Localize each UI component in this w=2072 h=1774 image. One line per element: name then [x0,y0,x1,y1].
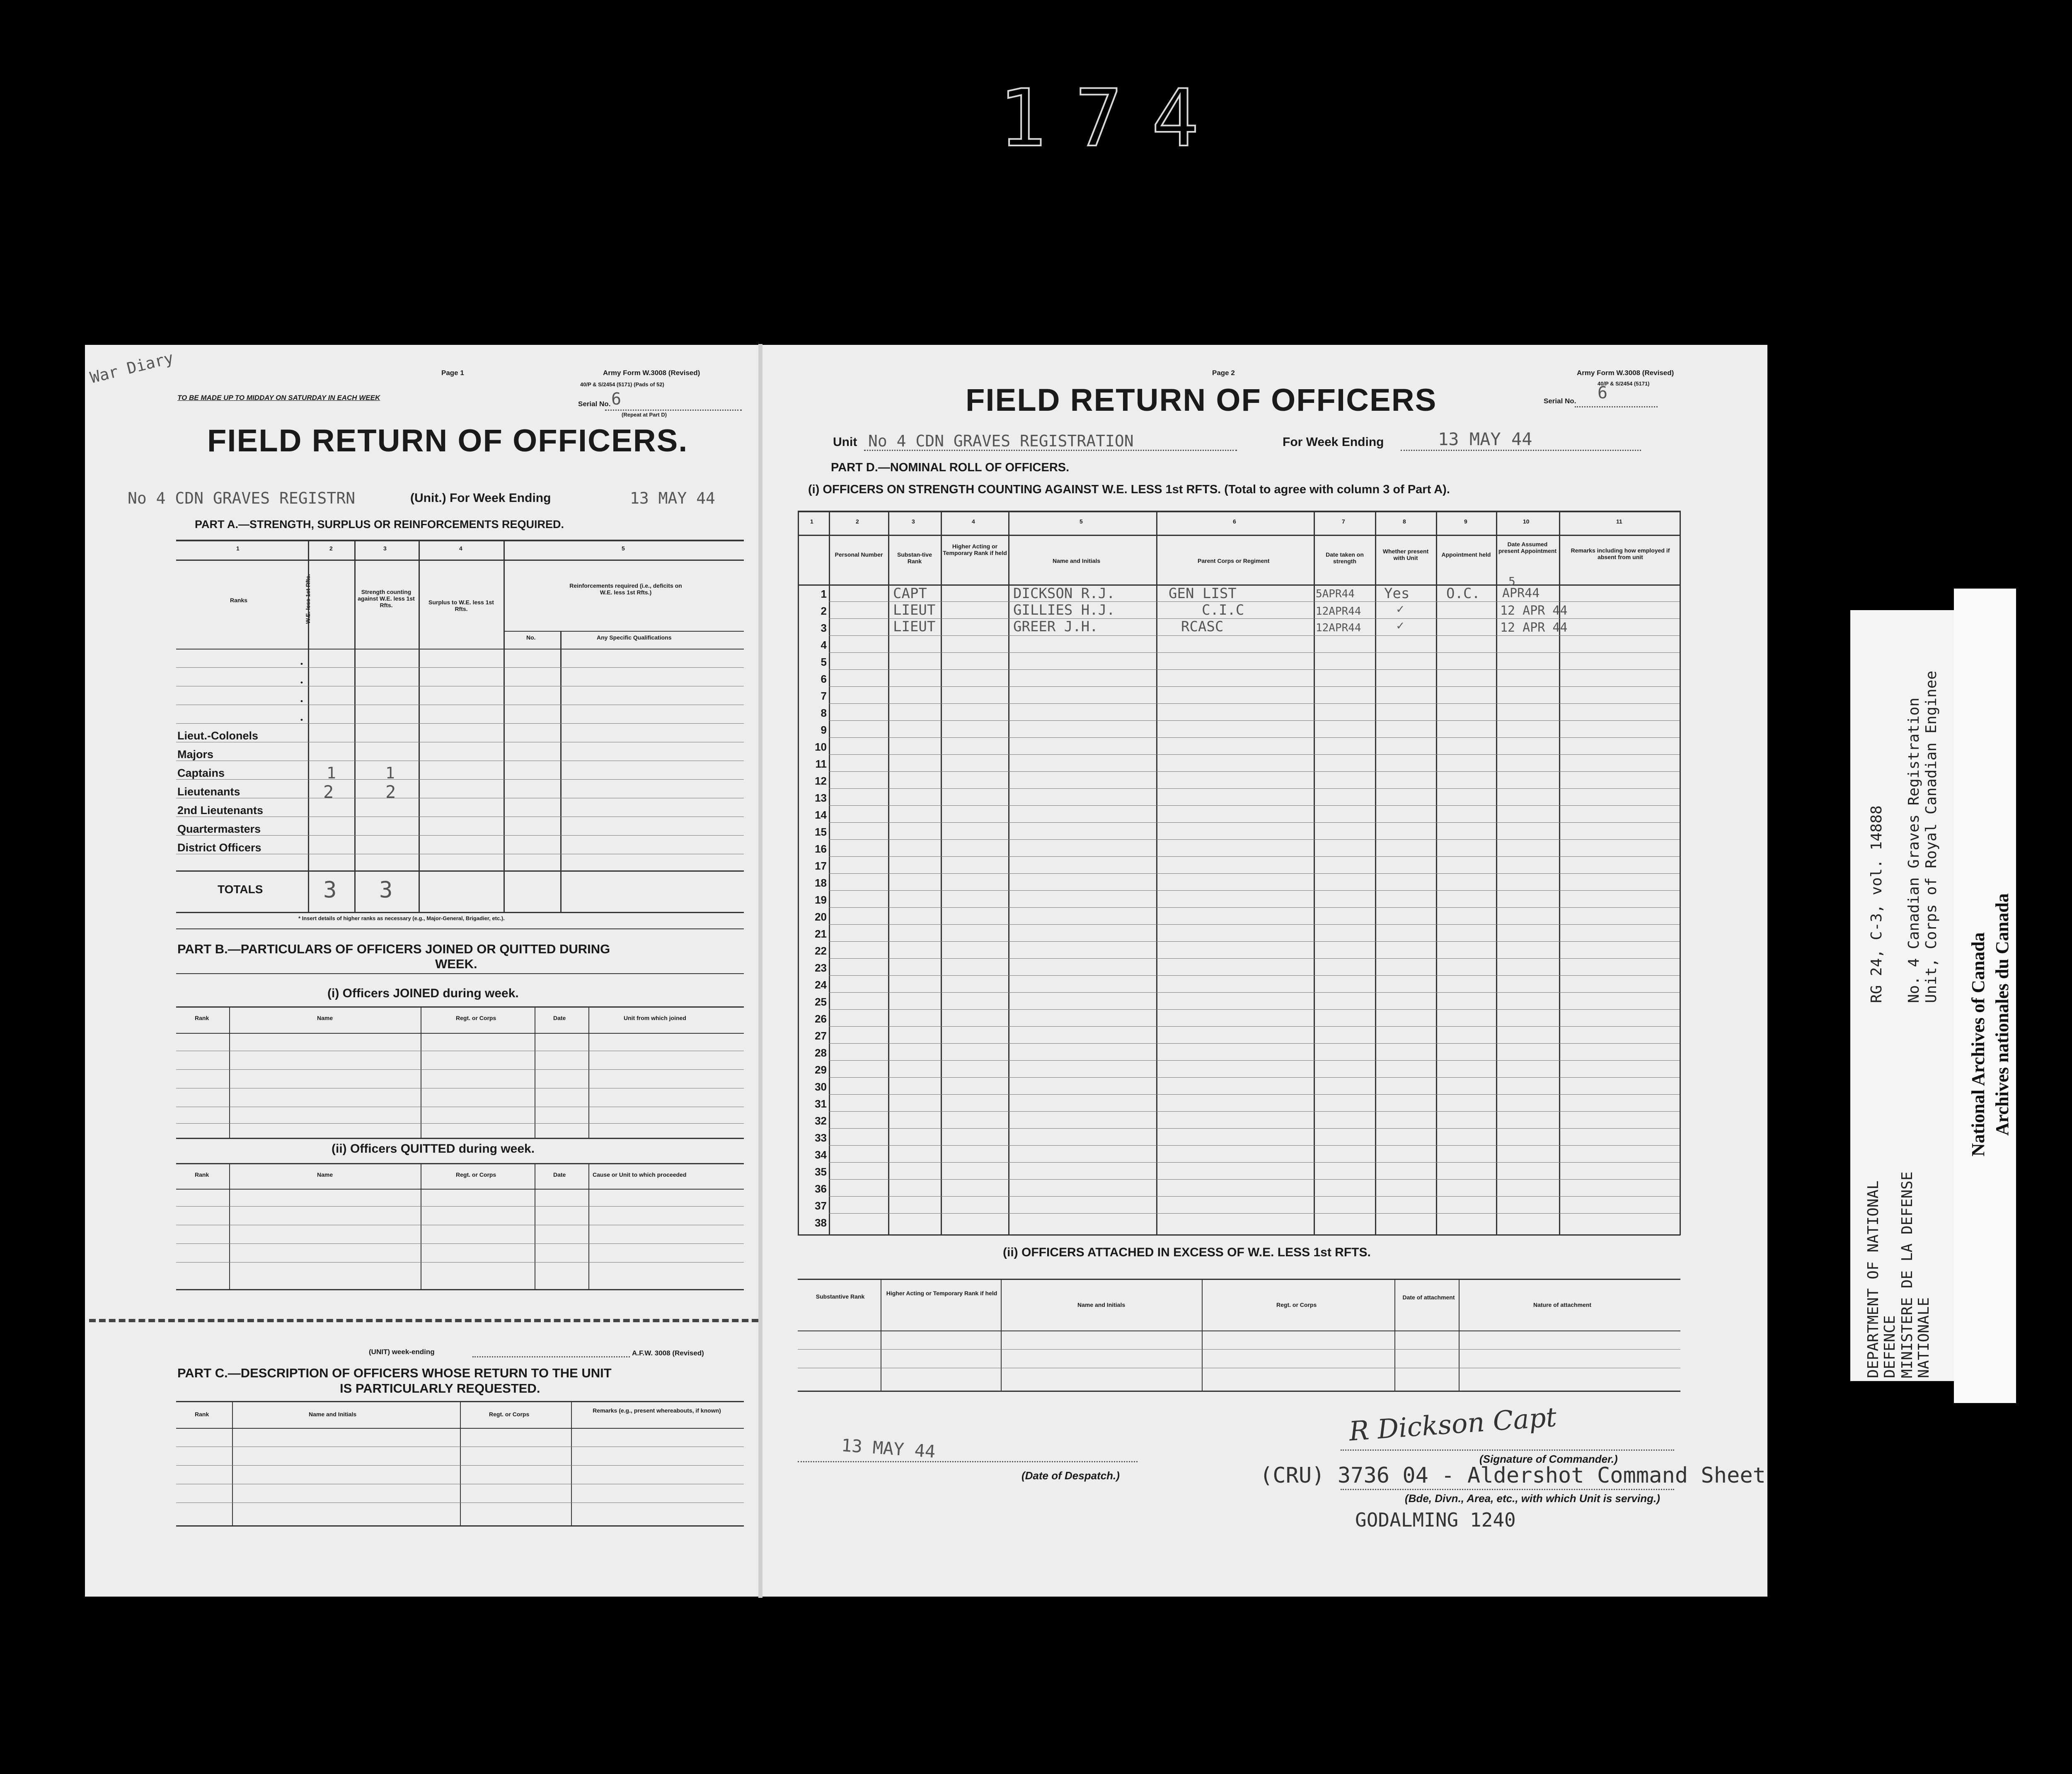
signature-label: (Signature of Commander.) [1479,1453,1618,1465]
week-line [1401,450,1641,451]
col-date: Date [553,1171,566,1178]
officer-appointment: O.C. [1446,585,1480,602]
officer-date-tos: 12APR44 [1316,622,1361,634]
officer-corps: RCASC [1181,618,1224,635]
col-head-remarks: Remarks including how employed if absent from unit [1571,547,1670,560]
col-number: 3 [912,518,915,525]
rank-label: District Officers [177,841,261,854]
row-number: 3 [821,622,827,634]
row-number: 4 [821,639,827,651]
archive-desc-1: No. 4 Canadian Graves Registration [1905,698,1922,1003]
row-number: 26 [815,1013,827,1025]
row-number: 35 [815,1166,827,1178]
col-unit-from: Unit from which joined [624,1015,686,1021]
despatch-label: (Date of Despatch.) [1021,1469,1120,1482]
serial-value: 6 [1598,383,1608,402]
row-number: 30 [815,1081,827,1093]
officer-name: GREER J.H. [1013,618,1098,635]
week-label: For Week Ending [1283,435,1384,449]
totals-we: 3 [323,877,337,903]
unit-served-value: (CRU) 3736 04 - Aldershot Command Sheet [1260,1463,1766,1488]
part-c-title-2: IS PARTICULARLY REQUESTED. [340,1381,540,1396]
col-number: 2 [329,545,333,552]
col-number: 4 [459,545,462,552]
part-c-title: PART C.—DESCRIPTION OF OFFICERS WHOSE RETURN TO THE UNIT [177,1366,612,1380]
signature-line [1341,1449,1674,1451]
row-number: 8 [821,707,827,719]
part-d-title: PART D.—NOMINAL ROLL OF OFFICERS. [831,461,1070,474]
unit-label: Unit [833,435,857,449]
row-number: 9 [821,724,827,736]
row-number: 32 [815,1115,827,1127]
row-number: 12 [815,775,827,787]
form-number: Army Form W.3008 (Revised) [1577,369,1674,377]
col-head-reinforcements: Reinforcements required (i.e., deficits on W.E. less 1st Rfts.) [569,582,682,596]
rank-label: Lieutenants [177,785,240,798]
nac-english: National Archives of Canada [1968,932,1988,1156]
officer-appt-date: 12 APR 44 [1500,620,1568,635]
footnote: * Insert details of higher ranks as necessary (e.g., Major-General, Brigadier, etc.). [298,915,505,921]
unit-value: No 4 CDN GRAVES REGISTRN [128,489,356,507]
officer-corps: C.I.C [1202,602,1244,618]
row-number: 1 [821,588,827,600]
frame-number: 174 [999,73,1228,164]
col-nature-attachment: Nature of attachment [1533,1301,1592,1308]
col-rank: Rank [195,1015,209,1021]
row-number: 10 [815,741,827,753]
row-number: 11 [815,758,827,770]
rank-label: Captains [177,767,225,779]
row-number: 29 [815,1064,827,1076]
col-rank: Rank [195,1411,209,1418]
lieutenants-strength: 2 [385,782,396,802]
form-number: Army Form W.3008 (Revised) [603,369,700,377]
row-number: 13 [815,792,827,804]
col-head-we: W.E. less 1st Rfts. [305,574,311,624]
row-number: 18 [815,877,827,889]
col-head-substantive-rank: Substan-tive Rank [897,551,932,565]
col-date: Date [553,1015,566,1021]
archive-dept-1: DEPARTMENT OF NATIONAL [1865,1180,1882,1378]
officer-present: Yes [1384,585,1410,602]
rank-label: 2nd Lieutenants [177,804,264,817]
officer-date-tos: 12APR44 [1316,605,1361,618]
col-regt: Regt. or Corps [456,1015,496,1021]
serial-label: Serial No. [578,400,611,408]
form-reference: 40/P & S/2454 (5171) (Pads of 52) [580,381,664,388]
col-head-qualifications: Any Specific Qualifications [597,634,672,641]
archive-ref: RG 24, C-3, vol. 14888 [1868,805,1885,1003]
officer-corps: GEN LIST [1169,585,1237,602]
col-number: 10 [1523,518,1530,525]
row-number: 17 [815,860,827,872]
col-regt: Regt. or Corps [1276,1301,1317,1308]
col-rank: Rank [195,1171,209,1178]
page-label: Page 2 [1212,369,1235,377]
asterisk: • [300,716,303,724]
officer-rank: CAPT [893,585,927,602]
col-number: 8 [1403,518,1406,525]
row-number: 2 [821,605,827,617]
col-name: Name [317,1015,333,1021]
col-number: 6 [1233,518,1236,525]
col-number: 2 [856,518,859,525]
section-ii-title: (ii) OFFICERS ATTACHED IN EXCESS OF W.E. LESS 1st RFTS. [1003,1246,1371,1259]
row-number: 15 [815,826,827,838]
part-a-title: PART A.—STRENGTH, SURPLUS OR REINFORCEMENTS REQUIRED. [195,518,564,531]
officer-name: DICKSON R.J. [1013,585,1115,602]
part-c-unit: (UNIT) week-ending [369,1348,435,1356]
rank-label: Quartermasters [177,823,261,835]
part-b-title: PART B.—PARTICULARS OF OFFICERS JOINED OR QUITTED DURING [177,942,610,956]
row-number: 28 [815,1047,827,1059]
col-head-appointment: Appointment held [1441,551,1491,558]
asterisk: • [300,697,303,705]
captains-we: 1 [327,764,336,782]
col-head-acting-rank: Higher Acting or Temporary Rank if held [943,543,1007,556]
row-number: 5 [821,656,827,668]
row-number: 37 [815,1200,827,1212]
row-number: 33 [815,1132,827,1144]
col-head-date-assumed: Date Assumed present Appointment [1498,541,1557,554]
col-number: 9 [1464,518,1467,525]
row-number: 36 [815,1183,827,1195]
col-date-attachment: Date of attachment [1402,1294,1455,1301]
unit-served-label: (Bde, Divn., Area, etc., with which Unit is serving.) [1405,1492,1660,1505]
row-number: 7 [821,690,827,702]
col-head-personal-number: Personal Number [835,551,883,558]
rank-label: Lieut.-Colonels [177,729,258,742]
col-number: 7 [1342,518,1345,525]
lieutenants-we: 2 [323,782,334,802]
captains-strength: 1 [385,764,395,782]
rank-label: Majors [177,748,214,761]
unit-served-line [1341,1489,1674,1490]
asterisk: • [300,660,303,668]
location-value: GODALMING 1240 [1355,1509,1516,1531]
part-c-form: A.F.W. 3008 (Revised) [632,1349,704,1357]
col-head-name: Name and Initials [1053,557,1101,564]
totals-label: TOTALS [218,883,263,896]
page-title: FIELD RETURN OF OFFICERS [966,383,1437,418]
col-head-date-taken: Date taken on strength [1326,551,1364,565]
row-number: 23 [815,962,827,974]
col-number: 4 [972,518,975,525]
despatch-line [798,1461,1138,1462]
officer-rank: LIEUT [893,618,936,635]
quitted-title: (ii) Officers QUITTED during week. [332,1142,535,1156]
page-title: FIELD RETURN OF OFFICERS. [207,423,688,458]
col-number: 1 [236,545,240,552]
col-head-ranks: Ranks [230,597,248,603]
col-head-strength: Strength counting against W.E. less 1st Rfts. [358,589,415,608]
totals-strength: 3 [379,877,393,903]
officer-present: ✓ [1397,618,1404,633]
row-number: 34 [815,1149,827,1161]
col-regt: Regt. or Corps [489,1411,530,1418]
officer-appt-date-day: 5 [1508,574,1515,588]
serial-line [1575,406,1658,407]
officer-name: GILLIES H.J. [1013,602,1115,618]
section-i-title: (i) OFFICERS ON STRENGTH COUNTING AGAINST W.E. LESS 1st RFTS. (Total to agree with column 3 of Part A). [808,483,1450,496]
archive-dept-2: DEFENCE [1881,1315,1898,1378]
row-number: 31 [815,1098,827,1110]
col-number: 5 [1080,518,1083,525]
despatch-date-value: 13 MAY 44 [840,1435,937,1462]
part-c-dots [472,1356,630,1357]
unit-line [864,450,1237,451]
perforation-line [89,1319,758,1322]
margin-note: War Diary [88,348,176,387]
row-number: 21 [815,928,827,940]
col-head-surplus: Surplus to W.E. less 1st Rfts. [428,599,494,612]
col-head-no: No. [526,634,536,641]
instruction: TO BE MADE UP TO MIDDAY ON SATURDAY IN EACH WEEK [177,394,380,402]
archive-desc-2: Unit, Corps of Royal Canadian Enginee [1923,671,1940,1003]
serial-note: (Repeat at Part D) [622,412,667,418]
col-number: 11 [1616,518,1622,525]
col-name: Name [317,1171,333,1178]
archive-dept-3: MINISTERE DE LA DEFENSE [1899,1171,1916,1378]
unit-value: No 4 CDN GRAVES REGISTRATION [868,432,1134,450]
row-number: 24 [815,979,827,991]
row-number: 27 [815,1030,827,1042]
row-number: 25 [815,996,827,1008]
week-ending-value: 13 MAY 44 [630,489,715,507]
col-number: 3 [383,545,387,552]
row-number: 38 [815,1217,827,1229]
col-regt: Regt. or Corps [456,1171,496,1178]
officer-present: ✓ [1397,602,1404,616]
asterisk: • [300,679,303,686]
col-number: 5 [622,545,625,552]
officer-rank: LIEUT [893,602,936,618]
serial-label: Serial No. [1544,397,1576,405]
page-label: Page 1 [441,369,464,377]
nac-french: Archives nationales du Canada [1992,893,2012,1136]
officer-appt-date: APR44 [1502,586,1540,601]
col-acting-rank: Higher Acting or Temporary Rank if held [886,1290,997,1297]
serial-line [605,410,742,411]
row-number: 6 [821,673,827,685]
officer-date-tos: 5APR44 [1316,588,1355,600]
week-value: 13 MAY 44 [1438,429,1532,449]
col-number: 1 [810,518,813,525]
row-number: 16 [815,843,827,855]
col-substantive-rank: Substantive Rank [816,1293,865,1300]
row-number: 22 [815,945,827,957]
unit-label: (Unit.) For Week Ending [410,491,551,505]
col-remarks: Remarks (e.g., present whereabouts, if known) [593,1407,721,1414]
row-number: 14 [815,809,827,821]
row-number: 19 [815,894,827,906]
row-number: 20 [815,911,827,923]
col-head-present: Whether present with Unit [1382,548,1429,561]
form-reference: 40/P & S/2454 (5171) [1598,380,1650,387]
commander-signature: R Dickson Capt [1348,1402,1558,1447]
serial-value: 6 [611,390,622,409]
col-name-initials: Name and Initials [309,1411,357,1418]
officer-appt-date: 12 APR 44 [1500,603,1568,618]
page-fold [758,344,762,1598]
col-head-parent-corps: Parent Corps or Regiment [1198,557,1270,564]
col-cause: Cause or Unit to which proceeded [593,1171,687,1178]
col-name-initials: Name and Initials [1077,1301,1126,1308]
part-b-title-2: WEEK. [435,957,477,971]
archive-dept-4: NATIONALE [1915,1297,1932,1378]
joined-title: (i) Officers JOINED during week. [327,986,519,1000]
